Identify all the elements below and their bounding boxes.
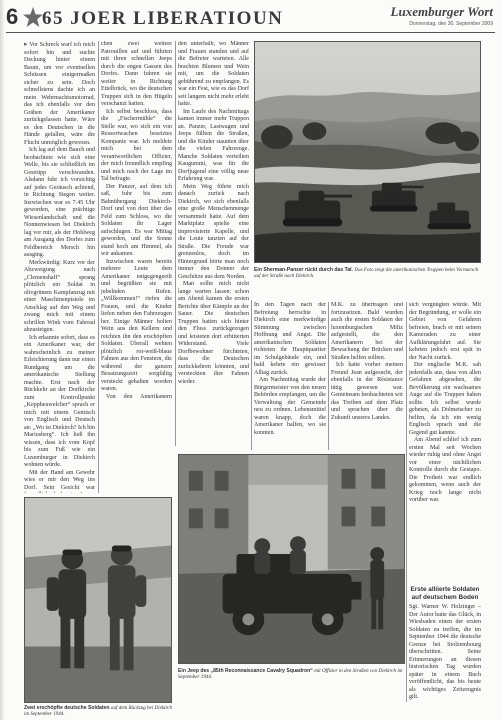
article-paragraph: Mit der Hand am Gewehr wies er mir den Weg ins Dorf. Sein Gesicht war bbox=[24, 469, 95, 491]
article-column-7 bbox=[409, 582, 481, 710]
article-column-1 bbox=[24, 41, 95, 493]
column-rule bbox=[328, 302, 329, 450]
issue-date: Donnerstag, den 30. September 2009 bbox=[409, 21, 493, 27]
article-column-6 bbox=[409, 302, 481, 572]
article-paragraph: M.K. zu übertragen und fortzusetzen. Bald wurden auch die ersten Soldaten der luxemburgischen Miliz aufgestellt, die den Amerikanern bei der Bewachung der Brücken und Straßen helfen sollten. bbox=[331, 302, 403, 361]
caption-text: mit Offizier in den Straßen von Diekirch im September 1944. bbox=[178, 668, 403, 681]
article-paragraph: Inzwischen waren bereits mehrere Leute dem Amerikaner entgegengeeilt und begrüßten sie mit jubelnden Rufen. „Willkommen!“ riefen die Frauen, und die Kinder liefen neben den Fahrzeugen her. Einige Männer holten Wein aus den Kellern und reichten ihn den erschöpften Soldaten. Überall wehten plötzlich rot-weiß-blaue Fahnen aus den Fenstern, die während der ganzen Besatzungszeit sorgfältig versteckt gehalten worden waren. bbox=[101, 258, 172, 392]
article-paragraph: ▸ Vor Schreck warf ich mich sofort hin und suchte Deckung hinter einem Baum, um vor eventuellen Schüssen einigermaßen sicher zu sein. Doch schnellstens dachte ich an mein Wehrmachtsmotorrad, das ich ebenfalls vor den Gräben der Amerikaner zurückgelassen hatte. Wäre es den Deutschen in die Hände gefallen, wäre die Flucht unmöglich gewesen. bbox=[24, 41, 95, 146]
article-paragraph: Merkwürdig: Kurz vor der Abzweigung nach „Clemenshaff“ sprang plötzlich ein Soldat in olivgrünem Kampfanzug mit einer Maschinenpistole im Anschlag auf den Weg und zwang mich mit einem schrillen Wink vom Fahrrad abzusteigen. bbox=[24, 259, 95, 333]
column-rule bbox=[98, 41, 99, 493]
article-paragraph: Ich lag auf dem Bauch und beobachtete wie sich eine Welle, bis sie schließlich im Gestrüpp verschwanden. Alsdann fuhr ich vorsichtig auf jedes Geräusch achtend, in Richtung Stegen weiter. Inzwischen war es 7.45 Uhr geworden, eine prächtige Wiesenlandschaft und die Nonnenwiesen bei Diekirch lag vor mir, als der Hohlweg am Ausgang des Dorfes zum Feldbereich Mersch hin ausging. bbox=[24, 147, 95, 258]
photo-tanks-image bbox=[255, 42, 480, 262]
page-number: 6 bbox=[6, 4, 19, 29]
header-rule bbox=[6, 32, 495, 33]
article-column-5 bbox=[331, 302, 403, 450]
article-paragraph: Am Abend schlief ich zum ersten Mal seit Wochen wieder ruhig und ohne Angst vor einer nächtlichen Kontrolle durch die Gestapo. Die Freiheit war endlich gekommen, wenn auch der Krieg noch lange nicht vorüber war. bbox=[409, 437, 481, 503]
caption-bold: Ein Jeep des „85th Reconnaissance Cavalry Squadron“ bbox=[178, 668, 313, 674]
caption-text: auf dem Rückzug bei Diekirch im September 1944. bbox=[24, 705, 173, 718]
article-paragraph: Ich erkannte sofort, dass es ein Amerikaner war, der wahrscheinlich zu meiner Erleichterung dann nur einen Rundgang um die amerikanische Stellung machte. Erst nach der Rückkehr an der Dorfkirche zum Kontrollpunkt „Keppheuwelcher“ sprach er mich mit einem Gemisch von Englisch und Deutsch an: „Wo ist Diekirch? Ich bin Mariusberg“. Ich ließ ihn wissen, dass ich vom Kopf bis zum Fuß wie ein Luxemburger in Diekirch wohnen würde. bbox=[24, 334, 95, 468]
section-title-bar bbox=[22, 6, 362, 30]
article-paragraph: Am Nachmittag wurde der Bürgermeister von den neuen Behörden empfangen, um die Verwaltung der Gemeinde neu zu ordnen. Lebensmittel waren knapp, doch die Amerikaner halfen, wo sie konnten. bbox=[254, 377, 326, 436]
lead-arrow-icon: ▸ bbox=[24, 41, 28, 48]
article-paragraph: Man sollte mich nicht lange warten lassen: schon am Abend kamen die ersten Berichte über Kämpfe an der Sauer. Die deutschen Truppen hatten sich hinter den Fluss zurückgezogen und leisteten dort erbitterten Widerstand. Viele Dorfbewohner fürchteten, dass die Deutschen zurückkehren könnten, und versteckten ihre Fahnen wieder. bbox=[178, 281, 249, 385]
section-title: 65 JOER LIBERATIOUN bbox=[42, 8, 284, 29]
caption-soldiers-photo bbox=[24, 705, 174, 717]
article-column-4 bbox=[254, 302, 326, 450]
article-paragraph: Im Laufe des Nachmittags kamen immer mehr Truppen an. Panzer, Lastwagen und Jeeps füllten die Straßen, und die Kinder staunten über die vielen Fahrzeuge. Manche Soldaten verteilten Kaugummi, was für die Dorfjugend eine völlig neue Erfahrung war. bbox=[178, 108, 249, 182]
article-paragraph: In den Tagen nach der Befreiung herrschte in Diekirch eine merkwürdige Stimmung zwischen Hoffnung und Angst. Die amerikanischen Soldaten richteten ihr Hauptquartier im Schulgebäude ein, und bald kehrte ein gewisser Alltag zurück. bbox=[254, 302, 326, 376]
caption-jeep-photo bbox=[178, 668, 405, 680]
article-paragraph: Der Panzer, auf dem ich saß, fuhr bis zum Bahnübergang Diekirch-Dorf und von dort über das Feld zum Schloss, wo die Soldaten ihr Lager aufschlugen. Es war Mittag geworden, und die Sonne stand hoch am Himmel, als wir ankamen. bbox=[101, 183, 172, 257]
photo-tanks-valley bbox=[254, 41, 481, 263]
photo-jeep-image bbox=[179, 455, 404, 663]
caption-text: Das Foto zeigt die amerikanischen Truppen beim Vormarsch auf der Straße nach Diekirch. bbox=[254, 267, 479, 280]
photo-soldiers-image bbox=[25, 498, 171, 702]
article-paragraph: Ich selbst beschloss, dass die „Fischermühle“ die Stelle war, wo sich ein von Ressortwachen besetztes Kompanie war. Ich meldete mich bei dem verantwortlichen Offizier, der mich freundlich empfing und mich nach der Lage im Tal befragte. bbox=[101, 108, 172, 182]
article-paragraph: Von den Amerikanern bbox=[106, 393, 172, 400]
column-rule bbox=[251, 300, 252, 450]
caption-bold: Zwei erschöpfte deutsche Soldaten bbox=[24, 705, 110, 711]
column-rule bbox=[406, 302, 407, 702]
article-paragraph: Sgt. Warner W. Holzinger – Der Autor hatte das Glück, in Wiesbaden einen der ersten Soldaten zu treffen, die im September 1944 die deutsche Grenze bei Stolzembourg überschritten. Seine Erinnerungen an diesen historischen Tag wurden später in einem Buch veröffentlicht, das bis heute als wichtiges Zeitzeugnis gilt. bbox=[409, 604, 481, 700]
article-paragraph: den unterhalb, wo Männer und Frauen standen und auf die Befreier warteten. Alle brachten Blumen und Wein mit, um die Soldaten gebührend zu empfangen. Es war ein Fest, wie es das Dorf seit langem nicht mehr erlebt hatte. bbox=[178, 41, 249, 107]
photo-jeep bbox=[178, 454, 405, 664]
article-paragraph: chen zwei weitere Patrouillen auf und führten mit ihren schnellen Jeeps durch die engen Gassen des Dorfes. Dann fuhren sie weiter in Richtung Ettelbrück, wo die deutschen Truppen sich in den Hügeln verschanzt hatten. bbox=[101, 41, 172, 107]
article-column-2 bbox=[101, 41, 172, 401]
photo-soldiers bbox=[24, 497, 172, 703]
article-paragraph: Der englische M.K. sah jedenfalls aus, dass von allen Gefahren abgesehen, die Bevölkerung ein wachsames Auge auf die Truppen haben sollte. Ich selbst wurde gebeten, als Dolmetscher zu helfen, da ich ein wenig Englisch sprach und die Gegend gut kannte. bbox=[409, 362, 481, 436]
masthead bbox=[375, 4, 493, 27]
masthead-name: Luxemburger Wort bbox=[390, 4, 493, 19]
article-subhead: Erste alliierte Soldaten auf deutschem Boden bbox=[410, 586, 480, 601]
article-paragraph: Mein Weg führte mich danach zurück nach Diekirch, wo sich ebenfalls eine große Menschenmenge versammelt hatte. Auf dem Marktplatz spielte eine improvisierte Kapelle, und die Leute tanzten auf der Straße. Die Freude war grenzenlos, doch im Hintergrund hörte man noch immer den Donner der Geschütze aus dem Norden. bbox=[178, 183, 249, 280]
article-paragraph: sich vergnügten würde. Mit der Begründung, er wolle ein Gebiet von Gefahren befreien, brach er mit seinen Kameraden zu einer Aufklärungsfahrt auf. Sie kehrten jedoch erst spät in der Nacht zurück. bbox=[409, 302, 481, 361]
star-icon bbox=[22, 6, 44, 30]
caption-tanks-photo bbox=[254, 267, 481, 279]
page-fold-shadow bbox=[0, 0, 4, 720]
article-column-3 bbox=[178, 41, 249, 401]
column-rule bbox=[175, 41, 176, 446]
article-paragraph: Ich hatte vorher meinen Freund Jean aufgesucht, der ebenfalls in der Résistance tätig gewesen war. Gemeinsam beobachteten wir das Treiben auf dem Platz und sprachen über die Zukunft unseres Landes. bbox=[331, 362, 403, 421]
caption-bold: Ein Sherman-Panzer rückt durch das Tal. bbox=[254, 267, 353, 273]
